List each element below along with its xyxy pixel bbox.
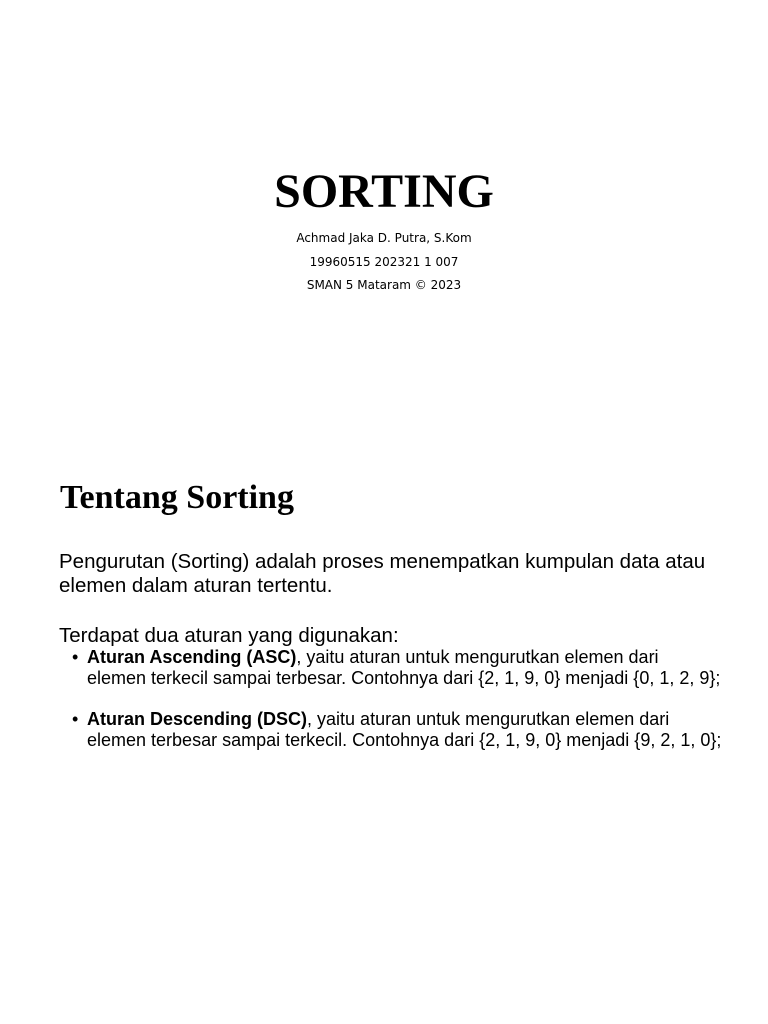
institution-copyright: SMAN 5 Mataram © 2023 — [306, 278, 462, 292]
intro-paragraph: Pengurutan (Sorting) adalah proses menempatkan kumpulan data atau elemen dalam aturan tertentu. — [59, 550, 706, 597]
rule-description: , yaitu aturan untuk mengurutkan elemen dari elemen terkecil sampai terbesar. Contohnya dari {2, 1, 9, 0} menjadi {0, 1, 2, 9}; — [87, 647, 721, 688]
employee-id: 19960515 202321 1 007 — [309, 254, 459, 269]
rules-intro: Terdapat dua aturan yang digunakan: — [59, 624, 399, 647]
rule-item-descending — [72, 709, 722, 750]
rule-item-ascending — [72, 647, 722, 688]
bullet-icon: • — [72, 647, 79, 667]
title-slide — [0, 0, 768, 434]
rules-list — [72, 647, 722, 771]
author-info — [0, 227, 768, 298]
rule-description: , yaitu aturan untuk mengurutkan elemen dari elemen terbesar sampai terkecil. Contohnya dari {2, 1, 9, 0} menjadi {9, 2, 1, 0}; — [87, 709, 722, 750]
section-heading: Tentang Sorting — [60, 479, 294, 516]
bullet-icon: • — [72, 709, 79, 729]
rule-name: Aturan Descending (DSC) — [87, 709, 308, 729]
rule-name: Aturan Ascending (ASC) — [87, 647, 297, 667]
content-slide — [0, 434, 768, 1024]
presentation-title: SORTING — [274, 165, 494, 218]
author-name: Achmad Jaka D. Putra, S.Kom — [296, 231, 472, 245]
